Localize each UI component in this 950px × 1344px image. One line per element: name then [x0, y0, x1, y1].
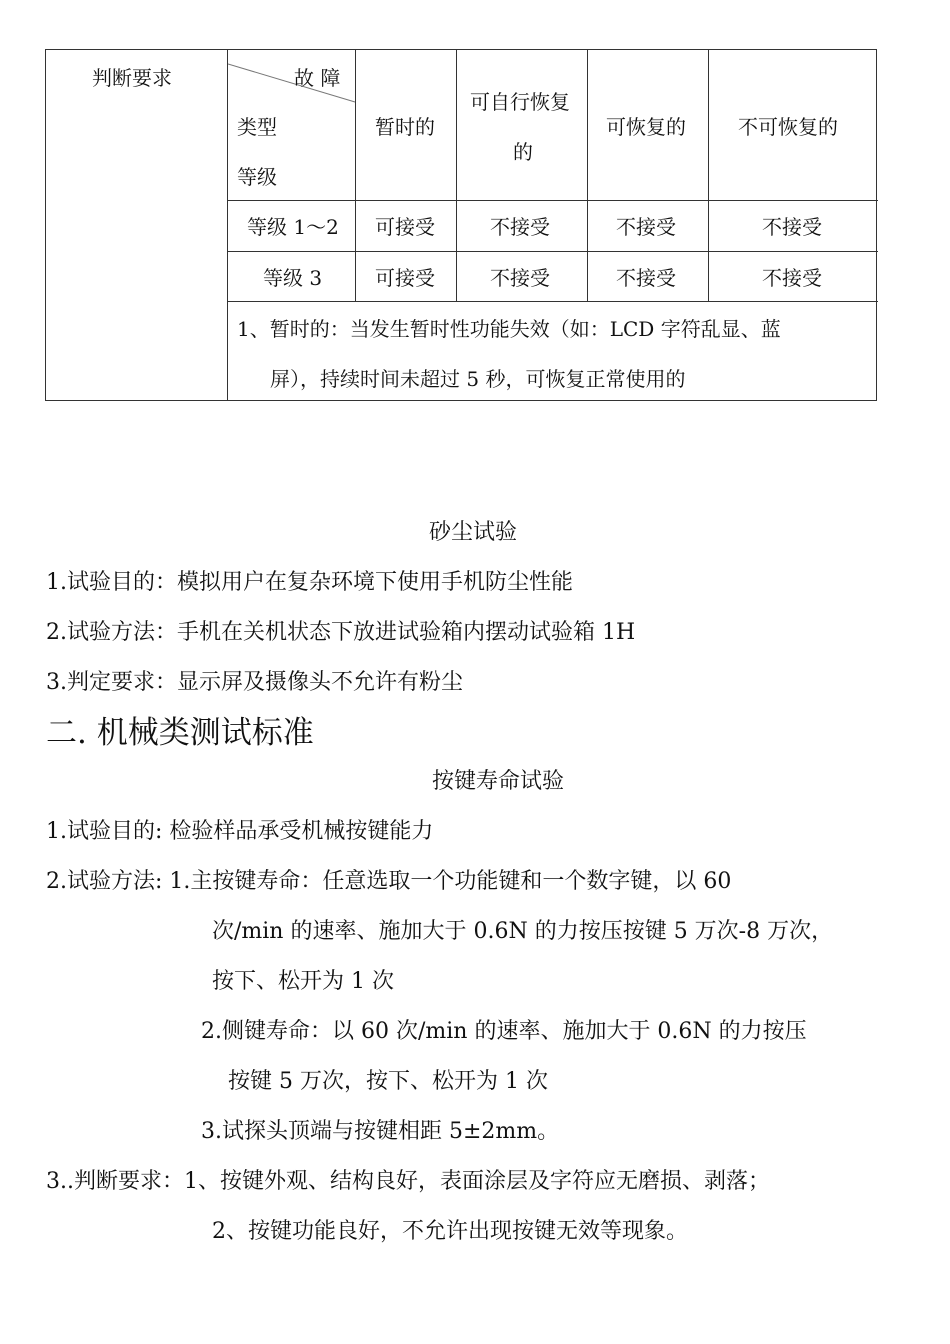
table-note-line2: 屏），持续时间未超过 5 秒，可恢复正常使用的 — [270, 367, 686, 391]
row-header: 判断要求 — [92, 66, 172, 90]
row2-cell3: 不接受 — [616, 266, 676, 290]
judgement-table — [45, 49, 877, 401]
row1-cell1: 可接受 — [375, 215, 435, 239]
diag-top: 故 障 — [294, 66, 341, 90]
row1-cell2: 不接受 — [490, 215, 550, 239]
key-line1: 1.试验目的: 检验样品承受机械按键能力 — [46, 819, 434, 844]
row2-cell1: 可接受 — [375, 266, 435, 290]
col-unrecoverable: 不可恢复的 — [738, 115, 838, 139]
row1-cell3: 不接受 — [616, 215, 676, 239]
dust-title: 砂尘试验 — [429, 520, 518, 545]
key-line3b: 按键 5 万次，按下、松开为 1 次 — [228, 1069, 548, 1094]
key-title: 按键寿命试验 — [432, 769, 565, 794]
dust-line1: 1.试验目的：模拟用户在复杂环境下使用手机防尘性能 — [46, 570, 573, 595]
row2-cell4: 不接受 — [762, 266, 822, 290]
key-line2a: 2.试验方法: 1.主按键寿命：任意选取一个功能键和一个数字键，以 60 — [46, 869, 732, 894]
key-line2c: 按下、松开为 1 次 — [212, 969, 394, 994]
table-note-line1: 1、暂时的：当发生暂时性功能失效（如：LCD 字符乱显、蓝 — [237, 317, 781, 341]
key-line4: 3.试探头顶端与按键相距 5±2mm。 — [201, 1119, 560, 1144]
col-temporary: 暂时的 — [375, 115, 435, 139]
dust-line3: 3.判定要求：显示屏及摄像头不允许有粉尘 — [46, 670, 463, 695]
key-line5a: 3..判断要求：1、按键外观、结构良好，表面涂层及字符应无磨损、剥落； — [46, 1169, 770, 1194]
row1-label: 等级 1～2 — [247, 215, 339, 239]
key-line3a: 2.侧键寿命：以 60 次/min 的速率、施加大于 0.6N 的力按压 — [201, 1019, 807, 1044]
col-self-recover-2: 的 — [513, 140, 533, 164]
section-heading: 二. 机械类测试标准 — [46, 715, 314, 751]
col-self-recover: 可自行恢复 — [470, 90, 570, 114]
col-recoverable: 可恢复的 — [606, 115, 686, 139]
key-line5b: 2、按键功能良好，不允许出现按键无效等现象。 — [212, 1219, 688, 1244]
row2-cell2: 不接受 — [490, 266, 550, 290]
diag-mid: 类型 — [237, 115, 277, 139]
row2-label: 等级 3 — [263, 266, 323, 290]
key-line2b: 次/min 的速率、施加大于 0.6N 的力按压按键 5 万次-8 万次， — [212, 919, 834, 944]
row1-cell4: 不接受 — [762, 215, 822, 239]
dust-line2: 2.试验方法：手机在关机状态下放进试验箱内摆动试验箱 1H — [46, 620, 636, 645]
diag-bottom: 等级 — [237, 165, 277, 189]
